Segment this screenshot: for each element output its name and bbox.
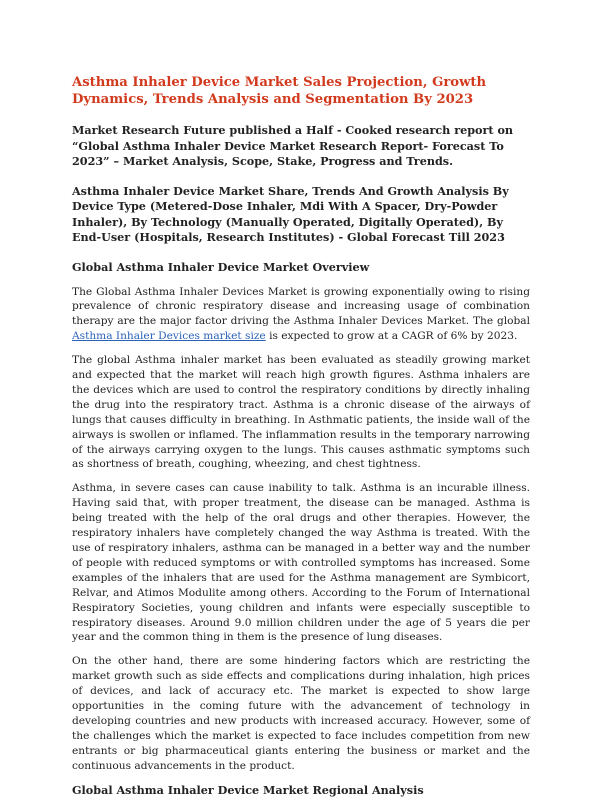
intro-paragraph: Market Research Future published a Half - Cooked research report on “Global Asthma Inhaler Device Market Research Report- Forecast To 2023” – Market Analysis, Scope, Stake, Progress and Trends. <box>72 123 514 168</box>
overview-paragraph-1 <box>72 285 530 345</box>
document-page <box>72 74 530 808</box>
overview-paragraph-2: The global Asthma inhaler market has been evaluated as steadily growing market and expected that the market will reach high growth figures. Asthma inhalers are the devices which are used to control the respiratory conditions by directly inhaling the drug into the respiratory tract. Asthma is a chronic disease of the airways of lungs that causes difficulty in breathing. In Asthmatic patients, the inside wall of the airways is swollen or inflamed. The inflammation results in the temporary narrowing of the airways carrying oxygen to the lungs. This causes asthmatic symptoms such as shortness of breath, coughing, wheezing, and chest tightness. <box>72 354 530 471</box>
market-size-link[interactable]: Asthma Inhaler Devices market size <box>72 330 266 343</box>
overview-paragraph-4: On the other hand, there are some hindering factors which are restricting the market growth such as side effects and complications during inhalation, high prices of devices, and lack of accuracy etc. The market is expected to show large opportunities in the coming future with the advancement of technology in developing countries and new products with increased accuracy. However, some of the challenges which the market is expected to face includes competition from new entrants or big pharmaceutical giants entering the business or market and the continuous advancements in the product. <box>72 655 530 772</box>
report-subtitle: Asthma Inhaler Device Market Share, Trends And Growth Analysis By Device Type (Metered-Dose Inhaler, Mdi With A Spacer, Dry-Powder Inhaler), By Technology (Manually Operated, Digitally Operated), By End-User (Hospitals, Research Institutes) - Global Forecast Till 2023 <box>72 183 509 244</box>
overview-heading: Global Asthma Inhaler Device Market Overview <box>72 259 370 274</box>
p1-text-end: is expected to grow at a CAGR of 6% by 2023. <box>265 330 518 343</box>
p1-text-start: The Global Asthma Inhaler Devices Market is growing exponentially owing to rising prevalence of chronic respiratory disease and increasing usage of combination therapy are the major factor driving the Asthma Inhaler Devices Market. The global <box>72 285 530 328</box>
overview-paragraph-3: Asthma, in severe cases can cause inability to talk. Asthma is an incurable illness. Having said that, with proper treatment, the disease can be managed. Asthma is being treated with the help of the oral drugs and other therapies. However, the respiratory inhalers have completely changed the way Asthma is treated. With the use of respiratory inhalers, asthma can be managed in a better way and the number of people with reduced symptoms or with controlled symptoms has increased. Some examples of the inhalers that are used for the Asthma management are Symbicort, Relvar, and Atimos Modulite among others. According to the Forum of International Respiratory Societies, young children and infants were especially susceptible to respiratory diseases. Around 9.0 million children under the age of 5 years die per year and the common thing in them is the presence of lung diseases. <box>72 482 530 644</box>
regional-analysis-heading: Global Asthma Inhaler Device Market Regional Analysis <box>72 782 424 797</box>
document-title: Asthma Inhaler Device Market Sales Projection, Growth Dynamics, Trends Analysis and Segmentation By 2023 <box>72 75 487 107</box>
